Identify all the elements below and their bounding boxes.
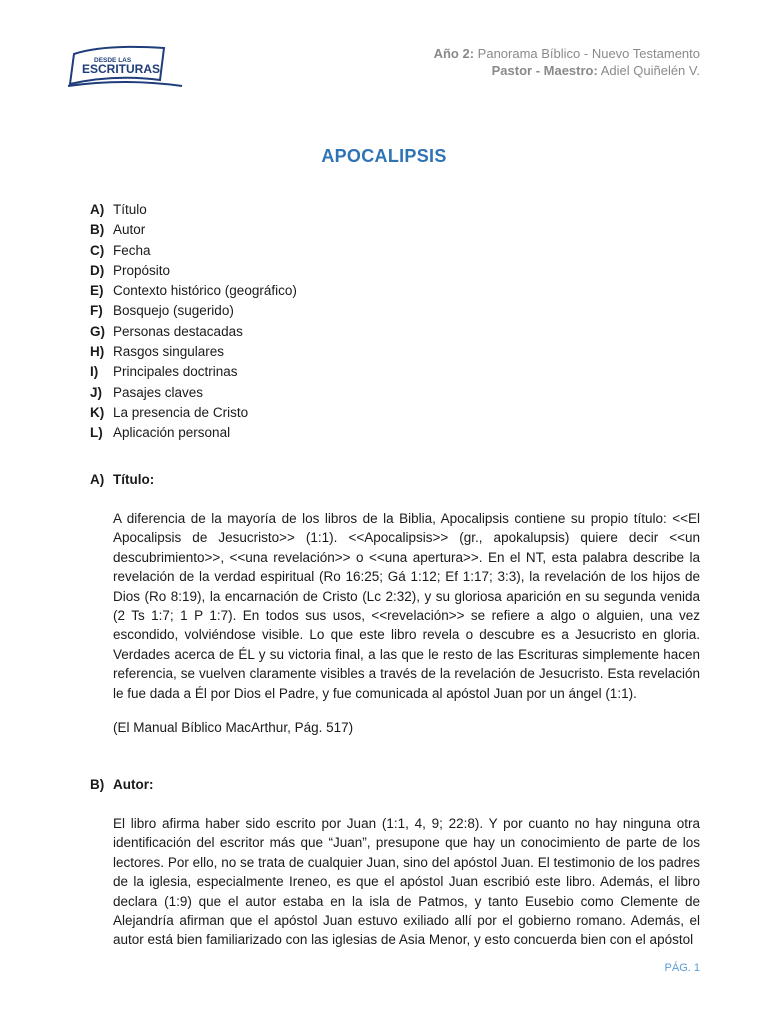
outline-item-label: Autor (113, 222, 146, 238)
outline-item-label: Principales doctrinas (113, 364, 238, 380)
outline-item-label: Personas destacadas (113, 323, 243, 339)
outline-item (90, 322, 297, 342)
outline-list (90, 200, 297, 444)
outline-item-letter: K) (90, 404, 105, 420)
outline-item-letter: D) (90, 262, 105, 278)
outline-item (90, 362, 297, 382)
outline-item-label: Propósito (113, 262, 171, 278)
outline-item-letter: A) (90, 202, 105, 217)
outline-item-letter: J) (90, 384, 103, 400)
outline-item-label: La presencia de Cristo (113, 404, 249, 420)
section-b-title: Autor: (113, 777, 154, 792)
outline-item (90, 423, 297, 443)
outline-item-letter: C) (90, 242, 105, 258)
outline-item-letter: G) (90, 323, 105, 339)
outline-item-label: Aplicación personal (113, 425, 231, 441)
document-header (434, 45, 700, 79)
pastor-label: Pastor - Maestro: (491, 63, 598, 78)
pastor-name: Adiel Quiñelén V. (600, 63, 700, 78)
outline-item-label: Bosquejo (sugerido) (113, 303, 234, 319)
course-name: Panorama Bíblico - Nuevo Testamento (477, 46, 700, 61)
outline-item-letter: H) (90, 344, 105, 360)
outline-item (90, 200, 297, 220)
logo (64, 40, 184, 92)
outline-item-letter: E) (90, 283, 104, 299)
section-a-letter: A) (90, 472, 105, 487)
page-title: APOCALIPSIS (321, 146, 447, 166)
section-a-citation: (El Manual Bíblico MacArthur, Pág. 517) (113, 720, 354, 735)
outline-item-letter: F) (90, 303, 103, 319)
course-line (434, 45, 700, 62)
year-label: Año 2: (433, 46, 475, 61)
section-a-heading (90, 472, 154, 487)
section-a-title: Título: (113, 472, 155, 487)
outline-item (90, 342, 297, 362)
outline-item (90, 220, 297, 240)
outline-item-label: Título (113, 202, 147, 217)
outline-item (90, 241, 297, 261)
outline-item (90, 403, 297, 423)
outline-item-letter: B) (90, 222, 105, 238)
outline-item-label: Rasgos singulares (113, 344, 225, 360)
logo-small-text: DESDE LAS (94, 57, 132, 64)
outline-item-letter: I) (90, 364, 99, 380)
section-a-paragraph: A diferencia de la mayoría de los libros de la Biblia, Apocalipsis contiene su propio título: <<El Apocalipsis de Jesucristo>> (1:1). <<Apocalipsis>> (gr., apokalupsis) quiere decir <<un descubrimiento>>, <<una revelación>> o <<una apertura>>. En el NT, esta palabra describe la revelación de la verdad espiritual (Ro 16:25; Gá 1:12; Ef 1:17; 3:3), la revelación de los hijos de Dios (Ro 8:19), la encarnación de Cristo (Lc 2:32), y su gloriosa aparición en su segunda venida (2 Ts 1:7; 1 P 1:7). En todos sus usos, <<revelación>> se refiere a algo o alguien, una vez escondido, volviéndose visible. Lo que este libro revela o descubre es a Jesucristo en gloria. Verdades acerca de ÉL y su victoria final, a las que le resto de las Escrituras simplemente hacen referencia, se vuelven claramente visibles a través de la revelación de Jesucristo. Esta revelación le fue dada a Él por Dios el Padre, y fue comunicada al apóstol Juan por un ángel (1:1). (113, 511, 700, 701)
page-number: PÁG. 1 (664, 962, 700, 974)
outline-item (90, 383, 297, 403)
outline-item-label: Fecha (113, 242, 151, 258)
pastor-line (434, 62, 700, 79)
logo-graphic (64, 40, 184, 92)
logo-big-text: ESCRITURAS (82, 62, 161, 76)
outline-item-label: Contexto histórico (geográfico) (113, 283, 297, 299)
outline-item (90, 281, 297, 301)
section-b-letter: B) (90, 777, 105, 792)
outline-item (90, 261, 297, 281)
section-b-heading (90, 777, 154, 792)
outline-item (90, 301, 297, 321)
outline-item-letter: L) (90, 425, 103, 441)
outline-item-label: Pasajes claves (113, 384, 204, 400)
section-b-paragraph: El libro afirma haber sido escrito por Juan (1:1, 4, 9; 22:8). Y por cuanto no hay ninguna otra identificación del escritor más que “Juan”, presupone que hay un conocimiento de parte de los lectores. Por ello, no se trata de cualquier Juan, sino del apóstol Juan. El testimonio de los padres de la iglesia, especialmente Ireneo, es que el apóstol Juan escribió este libro. Además, el libro declara (1:9) que el autor estaba en la isla de Patmos, y tanto Eusebio como Clemente de Alejandría afirman que el apóstol Juan estuvo exiliado allí por el gobierno romano. Además, el autor está bien familiarizado con las iglesias de Asia Menor, y esto concuerda bien con el apóstol (113, 816, 700, 948)
